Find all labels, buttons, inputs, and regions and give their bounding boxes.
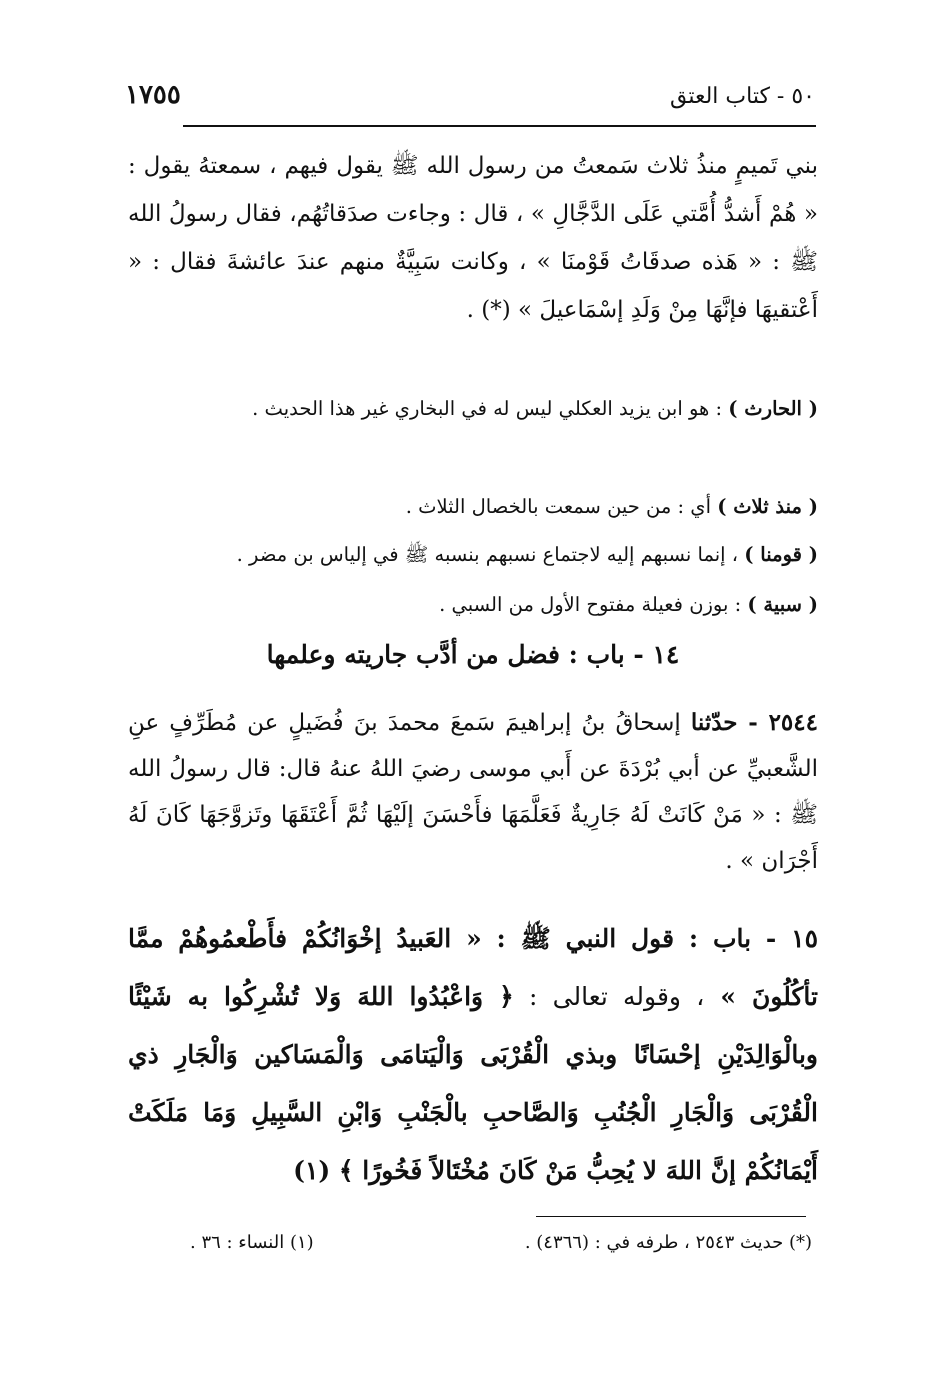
- note-term: ( منذ ثلاث ): [717, 495, 818, 518]
- chapter-heading-15: [128, 910, 818, 1200]
- note-text: أي : من حين سمعت بالخصال الثلاث .: [405, 495, 718, 518]
- footnote-star: (*) حديث ٢٥٤٣ ، طرفه في : (٤٣٦٦) .: [524, 1232, 812, 1253]
- running-head: ٥٠ - كتاب العتق: [670, 84, 815, 109]
- chapter-15-intro: ، وقوله تعالى :: [513, 982, 705, 1011]
- note-term: ( سبية ): [747, 593, 818, 616]
- note-mundh-thalath: [128, 490, 818, 523]
- note-text: : بوزن فعيلة مفتوح الأول من السبي .: [439, 593, 748, 616]
- hadith-number: ٢٥٤٤ - حدّثنا: [690, 709, 818, 736]
- hadith-2544: [128, 700, 818, 884]
- note-text: : هو ابن يزيد العكلي ليس له في البخاري غير هذا الحديث .: [252, 397, 729, 420]
- header-rule: [183, 125, 816, 127]
- note-qawmana: [128, 538, 818, 571]
- hadith-text: إسحاقُ بنُ إبراهيمَ سَمعَ محمدَ بنَ فُضَيلٍ عن مُطَرِّفٍ عنِ الشَّعبيِّ عن أبي بُرْدَةَ عن أَبي موسى رضيَ اللهُ عنهُ قال: قال رسولُ الله ﷺ : « مَنْ كَانَتْ لَهُ جَارِيةٌ فَعَلَّمَهَا فأَحْسَنَ إلَيْهَا ثُمَّ أَعْتَقَهَا وتَزوَّجَهَا كَانَ لَهُ أَجْرَان » .: [128, 710, 818, 874]
- footnote-1: (١) النساء : ٣٦ .: [190, 1232, 314, 1253]
- note-term: ( قومنا ): [744, 543, 818, 566]
- note-text: ، إنما نسبهم إليه لاجتماع نسبهم بنسبه ﷺ في إلياس بن مضر .: [236, 543, 745, 566]
- page-header: [125, 78, 815, 122]
- note-harith: [128, 392, 818, 425]
- footnote-rule: [536, 1216, 806, 1217]
- note-sabiyya: [128, 588, 818, 621]
- chapter-heading-14: ١٤ - باب : فضل من أدَّب جاريته وعلمها: [266, 640, 680, 669]
- note-term: ( الحارث ): [728, 397, 818, 420]
- chapter-15-title: ١٥ - باب : قول النبي ﷺ : « العَبيدُ إخْوَانُكُمْ فأَطْعمُوهُمْ ممَّا تأكُلُونَ »: [128, 924, 818, 1011]
- page-number: ١٧٥٥: [125, 80, 181, 110]
- chapter-15-verse: ﴿ وَاعْبُدُوا اللهَ وَلا تُشْرِكُوا به شَيْئًا وبالْوَالِدَيْنِ إحْسَانًا وبذي الْقُرْبَى وَالْيَتامَى وَالْمَسَاكين وَالْجَارِ ذي الْقُرْبَى وَالْجَارِ الْجُنُبِ وَالصَّاحبِ بالْجَنْبِ وَابْنِ السَّبِيلِ وَمَا مَلَكَتْ أَيْمَانُكُمْ إنَّ اللهَ لا يُحِبُّ مَنْ كَانَ مُخْتَالاً فَخُورًا ﴾ (١): [128, 982, 818, 1185]
- hadith-continuation: بني تَميمٍ منذُ ثلاث سَمعتُ من رسول الله ﷺ يقول فيهم ، سمعتهُ يقول : « هُمْ أَشدُّ أُمَّتي عَلَى الدَّجَّالِ » ، قال : وجاءت صدَقاتُهُم، فقال رسولُ الله ﷺ : « هَذه صدقَاتُ قَوْمنَا » ، وكانت سَبِيَّةٌ منهم عندَ عائشةَ فقال : « أَعْتقيهَا فإنَّهَا مِنْ وَلَدِ إسْمَاعيلَ » (*) .: [128, 153, 818, 323]
